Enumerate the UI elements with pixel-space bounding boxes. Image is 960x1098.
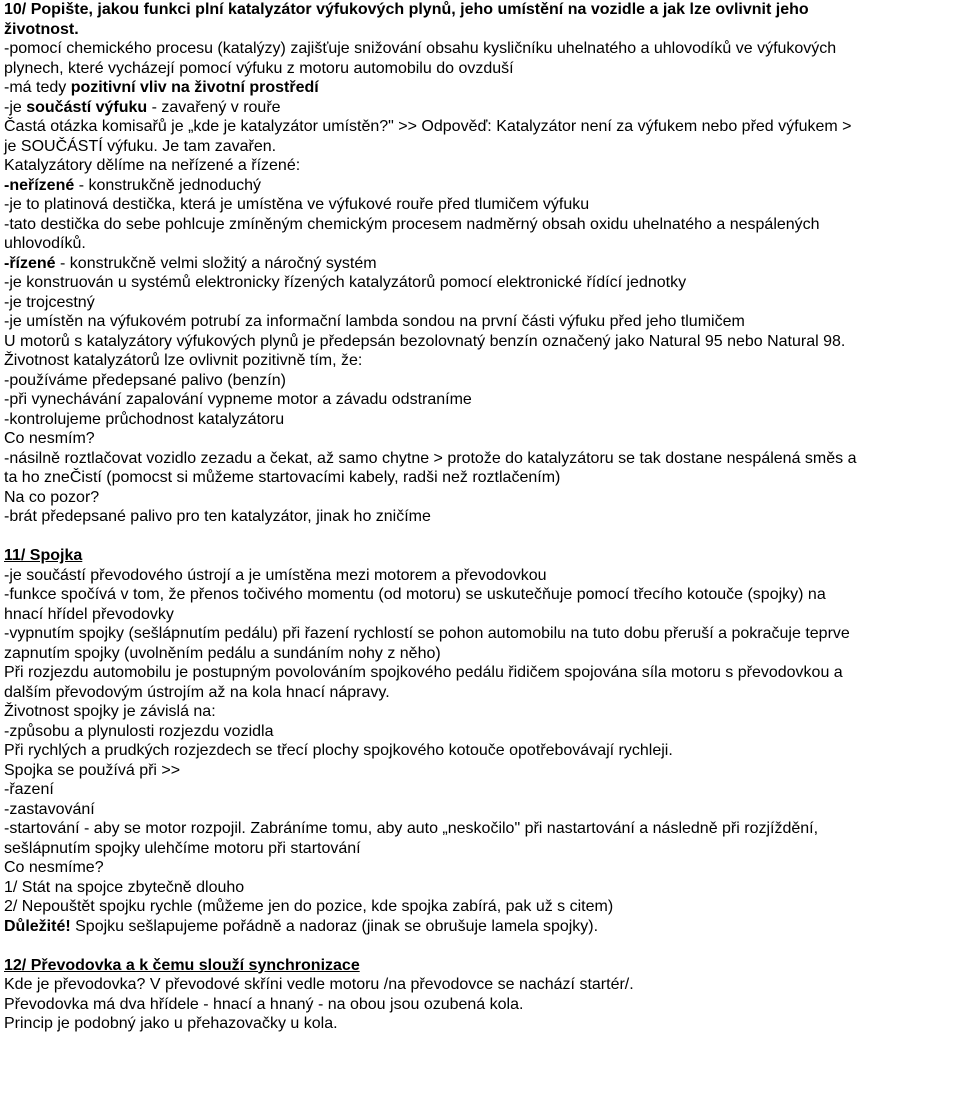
q11-text-line: hnací hřídel převodovky <box>4 605 174 623</box>
q10-text-line: -tato destička do sebe pohlcuje zmíněným chemickým procesem nadměrný obsah oxidu uhelnatého a nespálených <box>4 215 820 233</box>
q10-text-line <box>4 78 960 98</box>
q10-text-line: -pomocí chemického procesu (katalýzy) zajišťuje snižování obsahu kysličníku uhelnatého a uhlovodíků ve výfukových <box>4 40 837 57</box>
q10-text-line: -je trojcestný <box>4 293 95 311</box>
q11-text-line: sešlápnutím spojky ulehčíme motoru při startování <box>4 839 361 857</box>
q10-text-plain: -má tedy <box>4 79 71 96</box>
q11-text-line: dalším převodovým ústrojím až na kola hnací nápravy. <box>4 683 390 701</box>
q10-heading-line-2: životnost. <box>4 20 79 38</box>
q10-text-line: -je to platinová destička, která je umístěna ve výfukové rouře před tlumičem výfuku <box>4 196 590 213</box>
q11-text-line: -je součástí převodového ústrojí a je umístěna mezi motorem a převodovkou <box>4 566 547 584</box>
q10-text-line: Častá otázka komisařů je „kde je katalyzátor umístěn?" >> Odpověď: Katalyzátor není za výfukem nebo před výfukem > <box>4 118 852 135</box>
section-spacer <box>4 527 960 547</box>
q11-text-line: -funkce spočívá v tom, že přenos točivého momentu (od motoru) se uskutečňuje pomocí třecího kotouče (spojky) na <box>4 586 826 603</box>
q11-text-line: -zastavování <box>4 800 95 818</box>
q10-text-line: -brát předepsané palivo pro ten katalyzátor, jinak ho zničíme <box>4 508 431 525</box>
q10-text-line: Na co pozor? <box>4 488 100 506</box>
q10-text-line <box>4 254 960 274</box>
q11-text-line: -startování - aby se motor rozpojil. Zabráníme tomu, aby auto „neskočilo" při nastartování a následně při rozjíždění, <box>4 820 819 837</box>
q11-text-line: Spojka se používá při >> <box>4 761 181 779</box>
q10-text-line: -používáme předepsané palivo (benzín) <box>4 371 286 389</box>
q11-heading: 11/ Spojka <box>4 547 83 564</box>
q11-text-line: Životnost spojky je závislá na: <box>4 703 216 720</box>
q11-text-line: Při rozjezdu automobilu je postupným povolováním spojkového pedálu řidičem spojována síla motoru s převodovkou a <box>4 664 843 681</box>
q10-text-line: -kontrolujeme průchodnost katalyzátoru <box>4 410 285 428</box>
q10-text-line: ta ho zneČistí (pomocst si můžeme startovacími kabely, radši než roztlačením) <box>4 469 561 486</box>
q10-text-line: Životnost katalyzátorů lze ovlivnit pozitivně tím, že: <box>4 352 363 369</box>
q10-text-plain: - zavařený v rouře <box>147 98 281 116</box>
q11-text-line: -způsobu a plynulosti rozjezdu vozidla <box>4 722 274 740</box>
q10-text-emphasis: -neřízené <box>4 176 75 194</box>
section-spacer <box>4 936 960 956</box>
q10-text-line: je SOUČÁSTÍ výfuku. Je tam zavařen. <box>4 137 277 155</box>
q10-text-line: -při vynechávání zapalování vypneme motor a závadu odstraníme <box>4 391 472 408</box>
q10-text-line: -je konstruován u systémů elektronicky řízených katalyzátorů pomocí elektronické řídící jednotky <box>4 274 687 291</box>
q10-text-line: -je umístěn na výfukovém potrubí za informační lambda sondou na první části výfuku před jeho tlumičem <box>4 313 745 330</box>
q11-text-line: -vypnutím spojky (sešlápnutím pedálu) při řazení rychlostí se pohon automobilu na tuto dobu přeruší a pokračuje teprve <box>4 625 850 642</box>
q10-text-line: Co nesmím? <box>4 430 95 447</box>
q10-text-line <box>4 98 960 118</box>
q12-text-line: Princip je podobný jako u přehazovačky u kola. <box>4 1015 338 1032</box>
q12-heading: 12/ Převodovka a k čemu slouží synchronizace <box>4 956 360 974</box>
q11-text-line: Při rychlých a prudkých rozjezdech se třecí plochy spojkového kotouče opotřebovávají rychleji. <box>4 742 673 759</box>
q10-text-emphasis: součástí výfuku <box>26 98 148 116</box>
q11-text-line <box>4 917 960 937</box>
q12-text-line: Kde je převodovka? V převodové skříni vedle motoru /na převodovce se nachází startér/. <box>4 976 634 993</box>
q10-text-line: U motorů s katalyzátory výfukových plynů je předepsán bezolovnatý benzín označený jako Natural 95 nebo Natural 98. <box>4 332 846 350</box>
section-q12 <box>4 956 960 1034</box>
q10-text-plain: - konstrukčně velmi složitý a náročný systém <box>55 254 377 272</box>
q10-text-plain: -je <box>4 98 27 116</box>
q11-text-plain: Spojku sešlapujeme pořádně a nadoraz (jinak se obrušuje lamela spojky). <box>70 917 599 935</box>
q10-text-emphasis: pozitivní vliv na životní prostředí <box>70 79 319 96</box>
q10-text-line: -násilně roztlačovat vozidlo zezadu a čekat, až samo chytne > protože do katalyzátoru se tak dostane nespálená směs a <box>4 449 857 467</box>
q12-text-line: Převodovka má dva hřídele - hnací a hnaný - na obou jsou ozubená kola. <box>4 995 524 1013</box>
document <box>4 0 960 1034</box>
q11-text-line: -řazení <box>4 781 54 798</box>
q10-text-line: plynech, které vycházejí pomocí výfuku z motoru automobilu do ovzduší <box>4 59 514 77</box>
q11-text-line: 2/ Nepouštět spojku rychle (můžeme jen do pozice, kde spojka zabírá, pak už s citem) <box>4 898 614 915</box>
q10-heading-line-1: 10/ Popište, jakou funkci plní katalyzátor výfukových plynů, jeho umístění na vozidle a jak lze ovlivnit jeho <box>4 1 809 18</box>
q11-text-emphasis: Důležité! <box>4 917 71 935</box>
section-q10 <box>4 0 960 527</box>
q10-text-plain: - konstrukčně jednoduchý <box>74 176 262 194</box>
q10-text-line <box>4 176 960 196</box>
q11-text-line: 1/ Stát na spojce zbytečně dlouho <box>4 878 245 896</box>
q11-text-line: Co nesmíme? <box>4 859 104 876</box>
q11-text-line: zapnutím spojky (uvolněním pedálu a sundáním nohy z něho) <box>4 644 441 662</box>
q10-text-line: uhlovodíků. <box>4 235 86 252</box>
q10-text-emphasis: -řízené <box>4 254 56 272</box>
section-q11 <box>4 546 960 936</box>
q10-text-line: Katalyzátory dělíme na neřízené a řízené: <box>4 157 301 174</box>
